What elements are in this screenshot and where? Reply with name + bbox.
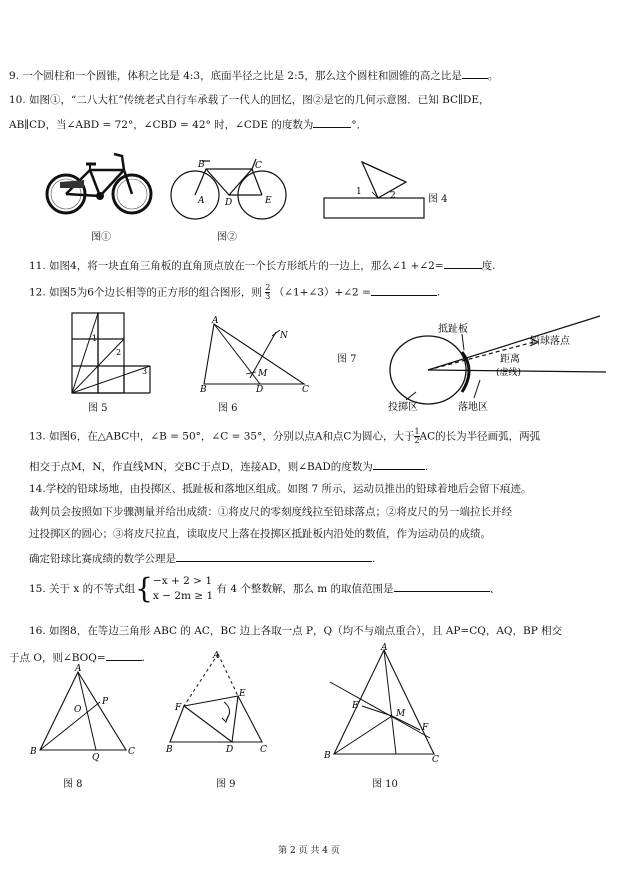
answer-blank[interactable] bbox=[371, 285, 437, 296]
question-16-line-1 bbox=[29, 624, 562, 638]
system-brace: { bbox=[135, 572, 153, 605]
question-14-text-3: 过投掷区的圆心；③将皮尺拉直，读取皮尺上落在投掷区抵趾板内沿处的数值，作为运动员的成绩。 bbox=[29, 528, 491, 540]
question-16-text: 16. 如图8，在等边三角形 ABC 的 AC，BC 边上各取一点 P，Q（均不与端点重合），且 AP=CQ，AQ，BP 相交 bbox=[29, 625, 563, 637]
question-14-end: . bbox=[372, 553, 376, 565]
question-12-text: 12. 如图5为6个边长相等的正方形的组合图形，则 bbox=[29, 286, 262, 299]
question-14-text: 14.学校的铅球场地，由投掷区、抵趾板和落地区组成。如图 7 所示，运动员推出的铅球着地后会留下痕迹。 bbox=[29, 483, 532, 495]
point-Q: Q bbox=[92, 753, 100, 763]
point-E: E bbox=[352, 701, 359, 711]
inequality-2: x − 2m ≥ 1 bbox=[152, 590, 214, 602]
question-9-text: 9. 一个圆柱和一个圆锥，体积之比是 4:3，底面半径之比是 2:5，那么这个圆柱和圆锥的高之比是 bbox=[9, 70, 462, 82]
point-D: D bbox=[226, 745, 234, 755]
vertex-B: B bbox=[324, 751, 331, 761]
question-10-text-2: AB∥CD，当∠ABD = 72°，∠CBD = 42° 时，∠CDE 的度数为 bbox=[9, 119, 314, 131]
question-13-line-2 bbox=[29, 459, 428, 474]
page-footer: 第 2 页 共 4 页 bbox=[278, 846, 340, 856]
question-11 bbox=[29, 258, 495, 273]
figure-4-diagram bbox=[322, 160, 426, 222]
figure-2-diagram bbox=[170, 155, 288, 221]
question-16-end: . bbox=[141, 652, 146, 664]
figure-6-caption: 图 6 bbox=[218, 403, 238, 414]
point-F: F bbox=[422, 723, 429, 733]
fraction-denominator: 2 bbox=[414, 436, 420, 445]
question-13-end: . bbox=[424, 461, 429, 473]
vertex-B: B bbox=[200, 385, 207, 395]
figure-5-squares bbox=[70, 311, 152, 395]
fraction-numerator: 2 bbox=[265, 283, 271, 292]
angle-1-label: 1 bbox=[92, 334, 98, 343]
question-13-text: 13. 如图6，在△ABC中，∠B = 50°，∠C = 35°，分别以点A和点C为圆心，大于 bbox=[29, 430, 415, 443]
point-D: D bbox=[256, 385, 264, 395]
answer-blank[interactable] bbox=[313, 117, 351, 128]
question-15-end: 、 bbox=[489, 583, 500, 595]
question-14-text-4: 确定铅球比赛成绩的数学公理是 bbox=[29, 553, 176, 565]
point-N: N bbox=[280, 331, 288, 341]
figure-5-caption: 图 5 bbox=[88, 403, 108, 414]
label-E: E bbox=[265, 196, 272, 206]
vertex-C: C bbox=[128, 747, 135, 757]
point-M: M bbox=[258, 369, 268, 379]
question-11-text: 11. 如图4，将一块直角三角板的直角顶点放在一个长方形纸片的一边上，那么∠1 +∠2= bbox=[29, 260, 444, 272]
inequality-1: −x + 2 > 1 bbox=[152, 575, 212, 587]
question-14-line-4 bbox=[29, 551, 375, 566]
distance-label: 距离 bbox=[500, 354, 520, 365]
question-10-end: °． bbox=[351, 119, 368, 131]
landing-area-label: 落地区 bbox=[458, 402, 488, 413]
figure-10-triangle bbox=[322, 644, 446, 764]
vertex-A: A bbox=[381, 643, 388, 653]
figure-9-fold bbox=[166, 650, 276, 756]
answer-blank[interactable] bbox=[444, 258, 482, 269]
figure-4-caption: 图 4 bbox=[428, 194, 448, 205]
vertex-C: C bbox=[260, 745, 267, 755]
figure-1-bicycle bbox=[44, 148, 156, 218]
point-F: F bbox=[175, 703, 182, 713]
figure-8-triangle bbox=[30, 664, 140, 763]
question-12 bbox=[29, 284, 440, 301]
angle-2-label: 2 bbox=[116, 348, 122, 357]
label-B: B bbox=[198, 160, 205, 170]
question-9 bbox=[9, 68, 498, 83]
question-15 bbox=[29, 573, 500, 607]
question-14-line-3 bbox=[29, 527, 491, 541]
question-14-line-2 bbox=[29, 505, 512, 519]
label-A: A bbox=[198, 196, 205, 206]
question-12-end: . bbox=[436, 286, 441, 299]
throwing-area-label: 投掷区 bbox=[388, 402, 418, 413]
question-10-text: 10. 如图①，“二八大杠”传统老式自行车承载了一代人的回忆，图②是它的几何示意图．已知 BC∥DE， bbox=[9, 94, 490, 106]
figure-10-caption: 图 10 bbox=[372, 779, 398, 790]
fraction-numerator: 1 bbox=[414, 427, 420, 436]
question-15-text-2: 有 4 个整数解，那么 m 的取值范围是 bbox=[216, 583, 394, 595]
question-10-line-1 bbox=[9, 93, 490, 107]
vertex-A: A bbox=[213, 651, 220, 661]
question-14-text-2: 裁判员会按照如下步骤测量并给出成绩：①将皮尺的零刻度线拉至铅球落点；②将皮尺的另一端拉长并经 bbox=[29, 506, 512, 518]
question-11-end: 度. bbox=[481, 260, 496, 272]
figure-7-shot-put bbox=[384, 312, 614, 414]
vertex-A: A bbox=[212, 316, 219, 326]
vertex-C: C bbox=[432, 755, 439, 765]
fraction-two-thirds bbox=[265, 284, 270, 301]
question-12-text-2: （∠1+∠3）+∠2 = bbox=[273, 286, 371, 299]
angle-1-label: 1 bbox=[356, 187, 362, 197]
label-D: D bbox=[225, 198, 233, 208]
point-M: M bbox=[396, 709, 406, 719]
question-10-line-2 bbox=[9, 117, 367, 132]
question-14-line-1 bbox=[29, 482, 532, 496]
question-13-text-3: 相交于点M，N，作直线MN，交BC于点D，连接AD，则∠BAD的度数为 bbox=[29, 461, 373, 473]
question-16-text-2: 于点 O，则∠BOQ= bbox=[9, 652, 106, 664]
answer-blank[interactable] bbox=[373, 459, 425, 470]
angle-2-label: 2 bbox=[390, 191, 396, 201]
figure-6-triangle bbox=[198, 316, 310, 395]
question-15-text: 15. 关于 x 的不等式组 bbox=[29, 583, 136, 595]
vertex-B: B bbox=[166, 745, 173, 755]
point-E: E bbox=[239, 689, 246, 699]
answer-blank[interactable] bbox=[462, 68, 488, 79]
vertex-A: A bbox=[75, 664, 82, 674]
dashed-note-label: (虚线) bbox=[496, 368, 522, 378]
inequality-system bbox=[153, 574, 213, 604]
fraction-denominator: 3 bbox=[265, 292, 271, 301]
question-13-text-2: AC的长为半径画弧，两弧 bbox=[419, 430, 541, 443]
figure-7-caption: 图 7 bbox=[337, 354, 357, 365]
question-16-line-2 bbox=[9, 650, 145, 665]
answer-blank[interactable] bbox=[176, 551, 372, 562]
angle-3-label: 3 bbox=[142, 367, 148, 376]
figure-1-caption: 图① bbox=[91, 232, 111, 243]
answer-blank[interactable] bbox=[106, 650, 142, 661]
figure-9-caption: 图 9 bbox=[216, 779, 236, 790]
figure-8-caption: 图 8 bbox=[63, 779, 83, 790]
vertex-B: B bbox=[30, 747, 37, 757]
question-13-line-1 bbox=[29, 428, 540, 445]
question-9-end: 。 bbox=[487, 70, 499, 82]
landing-point-label: 铅球落点 bbox=[530, 336, 570, 347]
point-P: P bbox=[102, 697, 109, 707]
vertex-C: C bbox=[302, 385, 309, 395]
figure-2-caption: 图② bbox=[217, 232, 237, 243]
answer-blank[interactable] bbox=[394, 581, 490, 592]
label-C: C bbox=[255, 161, 262, 171]
point-O: O bbox=[74, 705, 82, 715]
board-label: 抵趾板 bbox=[438, 324, 468, 335]
